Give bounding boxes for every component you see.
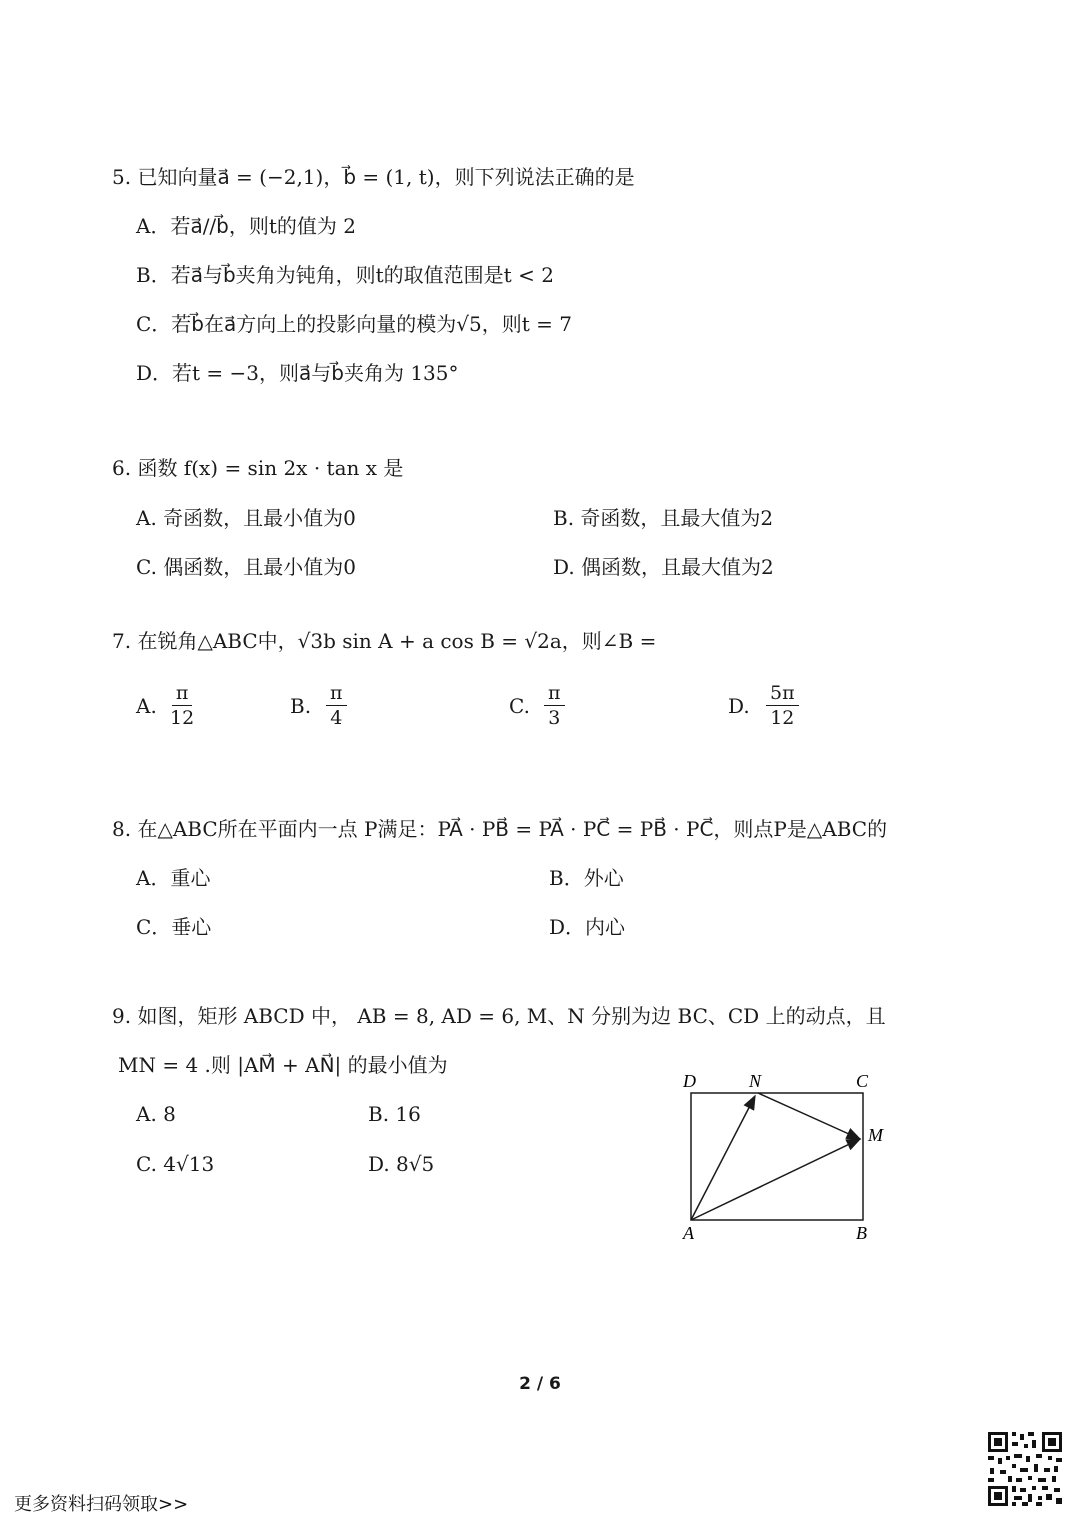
page-number: 2 / 6: [519, 1374, 561, 1394]
q7-option-d-numerator: 5π: [766, 681, 799, 706]
q7-option-c-label: C.: [509, 694, 530, 718]
q8-option-d: D．内心: [549, 915, 626, 939]
vector-nm: [758, 1093, 860, 1139]
q7-option-a-fraction: [170, 681, 194, 730]
vector-am: [691, 1139, 860, 1220]
rectangle-abcd: [691, 1093, 863, 1220]
q7-option-b-fraction: [326, 681, 347, 730]
q6-stem: 6. 函数 f(x) = sin 2x · tan x 是: [112, 456, 404, 480]
q8-option-b: B．外心: [549, 866, 624, 890]
q9-option-b: B. 16: [368, 1102, 421, 1126]
q8-option-a: A．重心: [136, 866, 211, 890]
label-c: C: [856, 1071, 869, 1091]
q8-stem: 8. 在△ABC所在平面内一点 P满足：PA⃗ · PB⃗ = PA⃗ · PC⃗ = PB⃗ · PC⃗，则点P是△ABC的: [112, 817, 888, 841]
q7-option-c-fraction: [544, 681, 565, 730]
q5-option-d: D．若t = −3，则a⃗与b⃗夹角为 135°: [136, 361, 459, 385]
q6-option-c: C. 偶函数，且最小值为0: [136, 555, 357, 579]
qr-code-icon: [986, 1430, 1064, 1508]
label-n: N: [749, 1071, 762, 1091]
label-d: D: [683, 1071, 696, 1091]
q9-stem-line2: MN = 4 .则 |AM⃗ + AN⃗| 的最小值为: [118, 1053, 448, 1077]
q7-option-d-fraction: [766, 681, 799, 730]
q8-option-c: C．垂心: [136, 915, 212, 939]
q5-stem: 5. 已知向量a⃗ = (−2,1)，b⃗ = (1, t)，则下列说法正确的是: [112, 165, 635, 189]
q6-option-a: A. 奇函数，且最小值为0: [136, 506, 356, 530]
q5-option-c: C．若b⃗在a⃗方向上的投影向量的模为√5，则t = 7: [136, 312, 572, 336]
q6-option-d: D. 偶函数，且最大值为2: [553, 555, 774, 579]
label-m: M: [868, 1125, 883, 1145]
q9-option-d: D. 8√5: [368, 1152, 435, 1176]
q7-option-c-numerator: π: [544, 681, 565, 706]
vector-an: [691, 1096, 755, 1220]
label-a: A: [683, 1223, 694, 1243]
q7-stem: 7. 在锐角△ABC中，√3b sin A + a cos B = √2a，则∠B =: [112, 629, 657, 653]
q5-option-b: B．若a⃗与b⃗夹角为钝角，则t的取值范围是t < 2: [136, 263, 554, 287]
q7-option-d-denominator: 12: [770, 707, 795, 729]
q7-option-a-numerator: π: [172, 681, 193, 706]
rectangle-figure: [670, 1062, 910, 1252]
q7-option-b-label: B.: [290, 694, 312, 718]
q7-option-a-label: A.: [136, 694, 157, 718]
q9-option-c: C. 4√13: [136, 1152, 215, 1176]
q7-option-b-denominator: 4: [330, 707, 343, 729]
label-b: B: [856, 1223, 867, 1243]
q9-option-a: A. 8: [136, 1102, 176, 1126]
q7-option-d-label: D.: [728, 694, 750, 718]
q7-option-a-denominator: 12: [170, 707, 195, 729]
q5-option-a: A．若a⃗//b⃗，则t的值为 2: [136, 214, 356, 238]
q9-stem-line1: 9. 如图，矩形 ABCD 中， AB = 8, AD = 6, M、N 分别为边 BC、CD 上的动点，且: [112, 1004, 886, 1028]
q7-option-b-numerator: π: [326, 681, 347, 706]
footer-scan-text: 更多资料扫码领取>>: [14, 1494, 189, 1515]
q6-option-b: B. 奇函数，且最大值为2: [553, 506, 774, 530]
q7-option-c-denominator: 3: [548, 707, 561, 729]
